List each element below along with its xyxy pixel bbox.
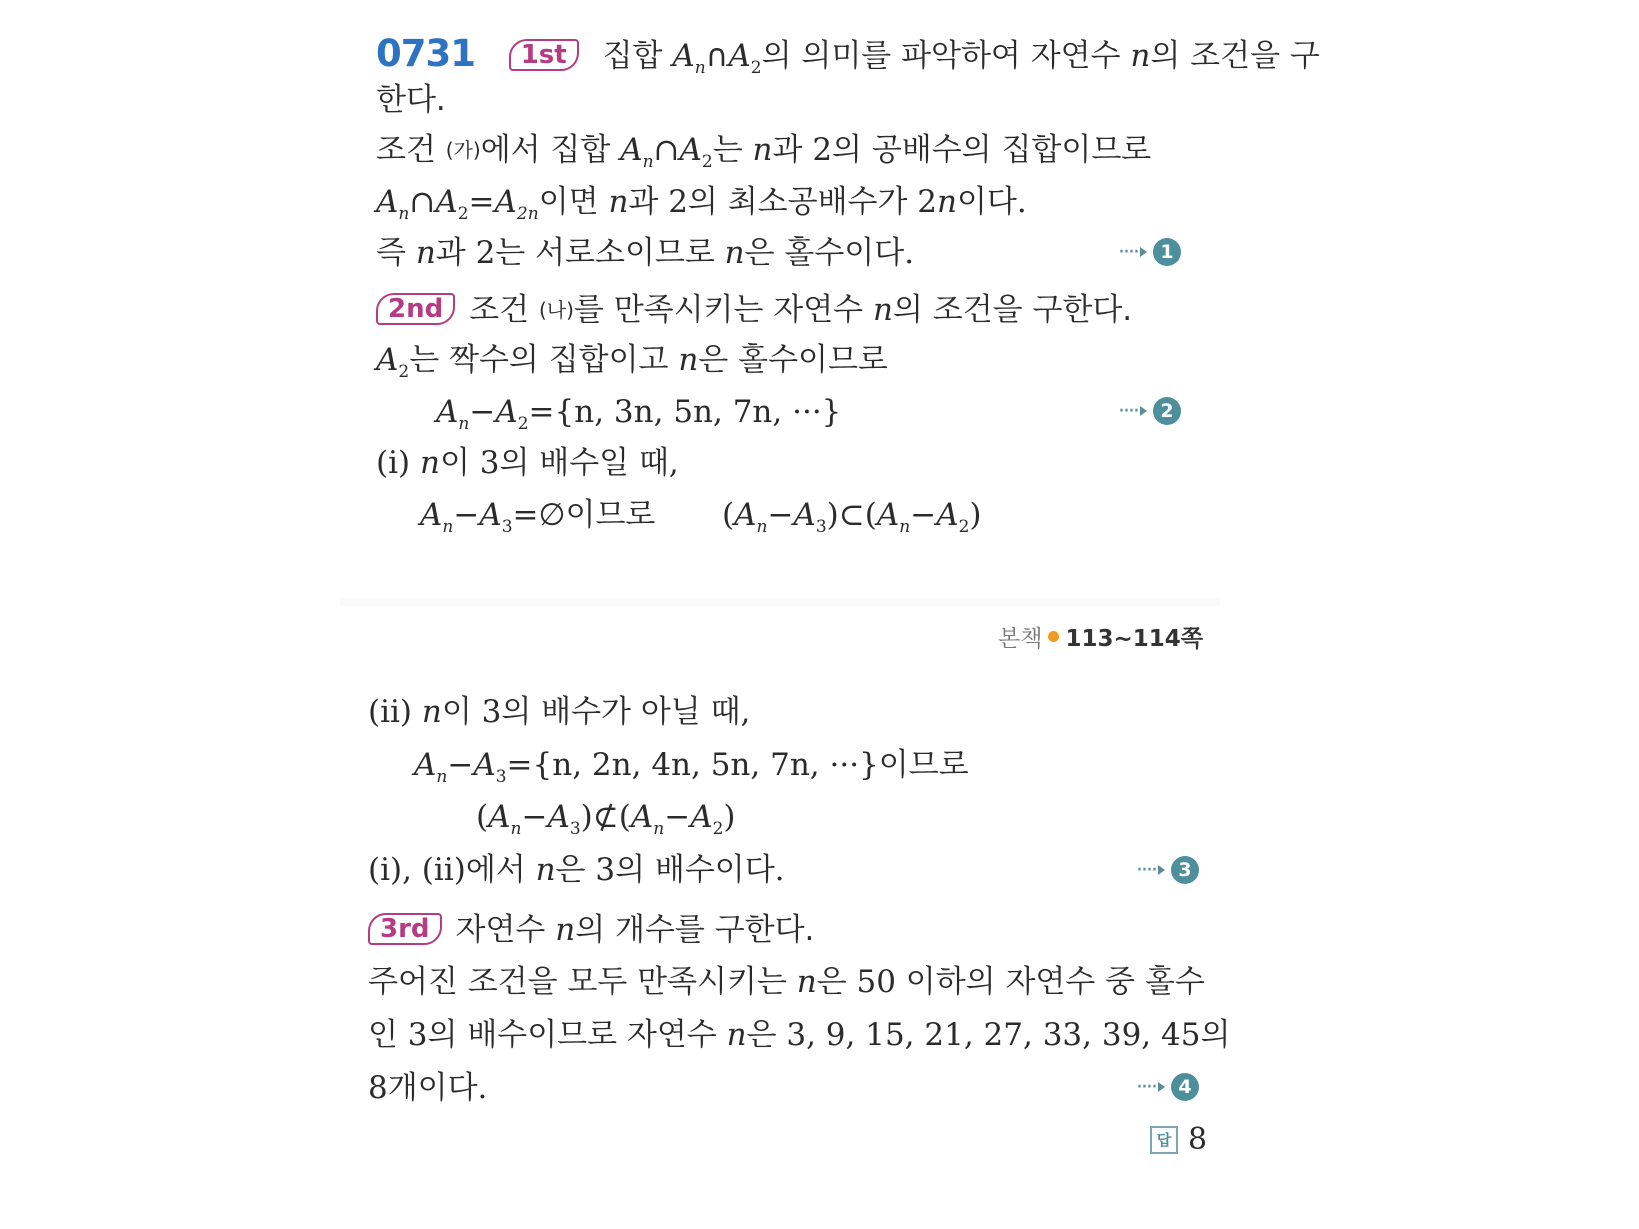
set-value: ={n, 2n, 4n, 5n, 7n, ···} — [506, 747, 879, 783]
condition-ga: (가) — [445, 138, 481, 162]
solution-line-5: 주어진 조건을 모두 만족시키는 n은 50 이하의 자연수 중 홀수 — [368, 964, 1205, 1000]
solution-line-1: 조건 (가)에서 집합 $A_n\cap A_2$는 n과 2의 공배수의 집합이므로 — [376, 132, 1152, 172]
marker-3 — [1136, 856, 1199, 884]
set-expression-2: $A_n-A_3=\{n$, 2n, 4n, 5n, 7n, ···}이므로 — [414, 747, 969, 787]
text: 이면 — [538, 184, 609, 220]
text: 과 2는 서로소이므로 — [435, 235, 725, 271]
case-1-relation: $(A_n-A_3)\subset(A_n-A_2)$ — [722, 497, 982, 537]
condition-na: (나) — [538, 298, 574, 322]
text: 의 개수를 구한다. — [575, 912, 815, 948]
arrow-icon: ···· — [1136, 1074, 1156, 1100]
not-subset-symbol: ⊄ — [592, 799, 619, 835]
text: 의 조건을 구한다. — [892, 292, 1133, 328]
step1-text-b: 의 의미를 파악하여 자연수 — [761, 38, 1131, 74]
circled-number-icon: 4 — [1171, 1073, 1199, 1101]
bullet-icon — [1048, 631, 1059, 642]
step2-header: 2nd 조건 (나)를 만족시키는 자연수 n의 조건을 구한다. — [376, 290, 1132, 330]
problem-header: 0731 1st 집합 $A_n\cap A_2$의 의미를 파악하여 자연수 n의 조건을 구 — [376, 32, 1320, 78]
text: 조건 — [469, 292, 539, 328]
text: 과 2의 최소공배수가 2 — [628, 184, 937, 220]
page-ref-label: 본책 — [998, 626, 1043, 652]
circled-number-icon: 3 — [1171, 856, 1199, 884]
text: 주어진 조건을 모두 만족시키는 — [368, 964, 797, 1000]
text: 이 3의 배수일 때, — [439, 445, 679, 481]
step-tag-2nd: 2nd — [376, 293, 455, 325]
arrow-icon: ···· — [1118, 239, 1138, 265]
text: (ⅰ) — [376, 445, 420, 481]
text: 이 3의 배수가 아닐 때, — [441, 694, 751, 730]
text: 은 홀수이다. — [744, 235, 915, 271]
text: 은 3, 9, 15, 21, 27, 33, 39, 45의 — [746, 1017, 1231, 1053]
step-tag-1st: 1st — [509, 39, 579, 71]
case-2-relation: $(A_n-A_3)⊄(A_n-A_2)$ — [476, 799, 736, 839]
circled-number-icon: 2 — [1153, 397, 1181, 425]
solution-line-2: $A_n\cap A_2=A_{2n}$이면 n과 2의 최소공배수가 2n이다. — [376, 184, 1027, 224]
case-2-heading: (ⅱ) n이 3의 배수가 아닐 때, — [368, 694, 751, 730]
text: (ⅱ) — [368, 694, 422, 730]
step-tag-3rd: 3rd — [368, 913, 442, 945]
page-reference — [998, 620, 1203, 653]
text: 이다. — [956, 184, 1027, 220]
circled-number-icon: 1 — [1153, 238, 1181, 266]
conclusion-line: (ⅰ), (ⅱ)에서 n은 3의 배수이다. — [368, 852, 785, 888]
final-answer — [1150, 1122, 1207, 1157]
answer-icon: 답 — [1150, 1126, 1178, 1154]
set-value: ={n, 3n, 5n, 7n, ···} — [528, 394, 842, 430]
text: 은 홀수이므로 — [698, 342, 888, 378]
answer-value: 8 — [1188, 1122, 1208, 1157]
text: 인 3의 배수이므로 자연수 — [368, 1017, 727, 1053]
marker-4 — [1136, 1073, 1199, 1101]
step1-text: 집합 — [602, 38, 673, 74]
text: 는 짝수의 집합이고 — [409, 342, 679, 378]
text: (ⅰ), (ⅱ)에서 — [368, 852, 536, 888]
text: 즉 — [376, 235, 416, 271]
text: 은 50 이하의 자연수 중 홀수 — [816, 964, 1205, 1000]
arrow-icon: ···· — [1118, 398, 1138, 424]
subset-symbol: ⊂ — [838, 497, 865, 533]
marker-2 — [1118, 397, 1181, 425]
text: 은 3의 배수이다. — [555, 852, 785, 888]
problem-number: 0731 — [376, 32, 475, 75]
marker-1 — [1118, 238, 1181, 266]
text: 를 만족시키는 자연수 — [573, 292, 873, 328]
solution-line-7: 8개이다. — [368, 1070, 488, 1106]
set-expression-1: $A_n-A_2=\{n$, 3n, 5n, 7n, ···} — [436, 394, 842, 434]
step3-header: 3rd 자연수 n의 개수를 구한다. — [368, 910, 814, 950]
page-divider — [340, 598, 1220, 606]
text: 이므로 — [878, 747, 969, 783]
case-1-heading: (ⅰ) n이 3의 배수일 때, — [376, 445, 679, 481]
case-1-equation: $A_n-A_3=\emptyset$이므로 — [420, 497, 656, 537]
page-ref-pages: 113~114쪽 — [1065, 626, 1203, 652]
step1-continuation: 한다. — [376, 82, 446, 118]
text: 과 2의 공배수의 집합이므로 — [772, 132, 1152, 168]
text: 에서 집합 — [480, 132, 621, 168]
arrow-icon: ···· — [1136, 857, 1156, 883]
text: =∅이므로 — [512, 497, 656, 533]
text: 는 — [712, 132, 753, 168]
solution-line-4: $A_2$는 짝수의 집합이고 n은 홀수이므로 — [376, 342, 888, 382]
text: 자연수 — [455, 912, 556, 948]
text: 조건 — [376, 132, 446, 168]
solution-line-6: 인 3의 배수이므로 자연수 n은 3, 9, 15, 21, 27, 33, 39, 45의 — [368, 1017, 1231, 1053]
solution-line-3: 즉 n과 2는 서로소이므로 n은 홀수이다. — [376, 235, 915, 271]
step1-text-c: 의 조건을 구 — [1150, 38, 1320, 74]
